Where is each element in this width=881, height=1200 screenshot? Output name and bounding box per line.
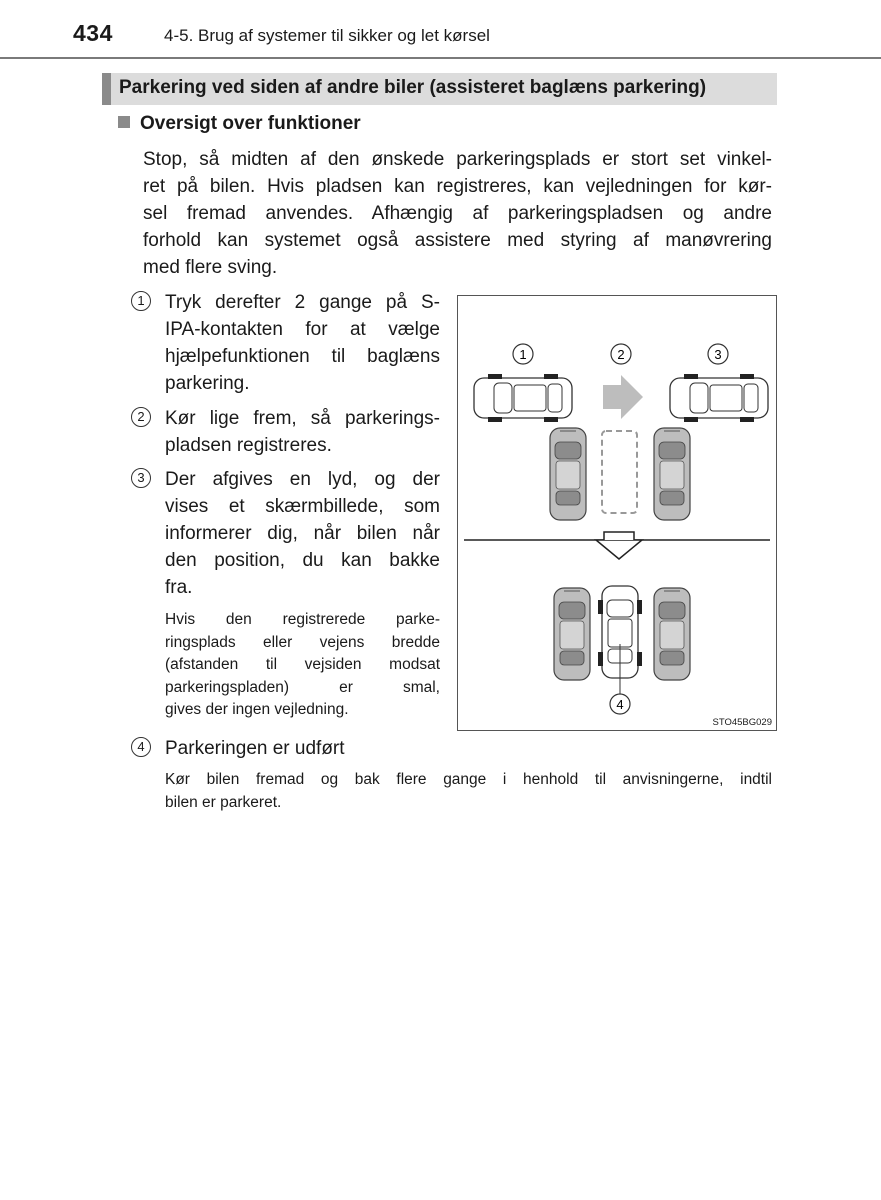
parking-space-outline	[602, 431, 637, 513]
marker-2	[611, 344, 631, 364]
step-line: Der afgives en lyd, og der	[165, 469, 440, 490]
intro-line: Stop, så midten af den ønskede parkeringsplads er stort set vinkel-	[143, 149, 772, 170]
intro-line: sel fremad anvendes. Afhængig af parkeringspladsen og andre	[143, 203, 772, 224]
step-line: parkering.	[165, 373, 250, 394]
step-text	[165, 289, 440, 397]
step-number-circle: 2	[131, 407, 151, 427]
step-line: IPA-kontakten for at vælge	[165, 319, 440, 340]
note-line: Hvis den registrerede parke-	[165, 611, 440, 628]
marker-3	[708, 344, 728, 364]
arrow-down-icon	[596, 540, 642, 559]
step-line: vises et skærmbillede, som	[165, 496, 440, 517]
arrow-right-icon	[603, 375, 643, 419]
parked-car-left	[550, 428, 586, 520]
section-title: Parkering ved siden af andre biler (assisteret baglæns parkering)	[119, 77, 707, 98]
svg-text:2: 2	[617, 347, 625, 362]
marker-4	[610, 694, 630, 714]
subsection-heading-text: Oversigt over funktioner	[140, 113, 361, 134]
figure-code: STO45BG029	[712, 717, 772, 728]
chapter-title: 4-5. Brug af systemer til sikker og let kørsel	[164, 26, 490, 45]
step-text	[165, 735, 440, 762]
parked-car-right	[654, 428, 690, 520]
parking-illustration	[457, 295, 777, 731]
intro-line: med flere sving.	[143, 257, 278, 278]
car-top-right	[670, 374, 768, 422]
step-line: hjælpefunktionen til baglæns	[165, 346, 440, 367]
step-line: den position, du kan bakke	[165, 550, 440, 571]
step-line: Tryk derefter 2 gange på S-	[165, 292, 440, 313]
step-line: pladsen registreres.	[165, 435, 332, 456]
step-text	[165, 405, 440, 459]
header-divider	[0, 57, 881, 59]
step-4	[131, 735, 440, 762]
section-banner	[102, 73, 777, 105]
page-number: 434	[73, 20, 113, 46]
step-number-circle: 3	[131, 468, 151, 488]
step-2	[131, 405, 440, 459]
note-line: (afstanden til vejsiden modsat	[165, 656, 440, 673]
note-line: gives der ingen vejledning.	[165, 701, 349, 718]
step-line: Kør lige frem, så parkerings-	[165, 408, 440, 429]
note-line: Kør bilen fremad og bak flere gange i henhold til anvisningerne, indtil	[165, 771, 772, 788]
intro-line: ret på bilen. Hvis pladsen kan registreres, kan vejledningen for kør-	[143, 176, 772, 197]
subsection-heading	[118, 113, 361, 135]
step-3	[131, 466, 440, 601]
step-line: fra.	[165, 577, 193, 598]
parked-car-left-result	[554, 588, 590, 680]
note-line: parkeringspladen) er smal,	[165, 678, 440, 696]
svg-text:4: 4	[616, 697, 624, 712]
marker-1	[513, 344, 533, 364]
intro-line: forhold kan systemet også assistere med styring af manøvrering	[143, 230, 772, 251]
parking-diagram	[458, 296, 778, 732]
svg-text:1: 1	[519, 347, 527, 362]
parked-car-right-result	[654, 588, 690, 680]
step-4-note	[165, 769, 772, 814]
note-line: bilen er parkeret.	[165, 793, 282, 811]
car-top-left	[474, 374, 572, 422]
step-1	[131, 289, 440, 397]
square-bullet-icon	[118, 116, 130, 128]
step-line: Parkeringen er udført	[165, 738, 345, 759]
svg-text:3: 3	[714, 347, 722, 362]
note-line: ringsplads eller vejens bredde	[165, 633, 440, 651]
step-3-note	[165, 609, 440, 722]
step-number-circle: 4	[131, 737, 151, 757]
intro-paragraph	[143, 146, 772, 281]
step-line: informerer dig, når bilen når	[165, 523, 440, 544]
step-text	[165, 466, 440, 601]
step-number-circle: 1	[131, 291, 151, 311]
